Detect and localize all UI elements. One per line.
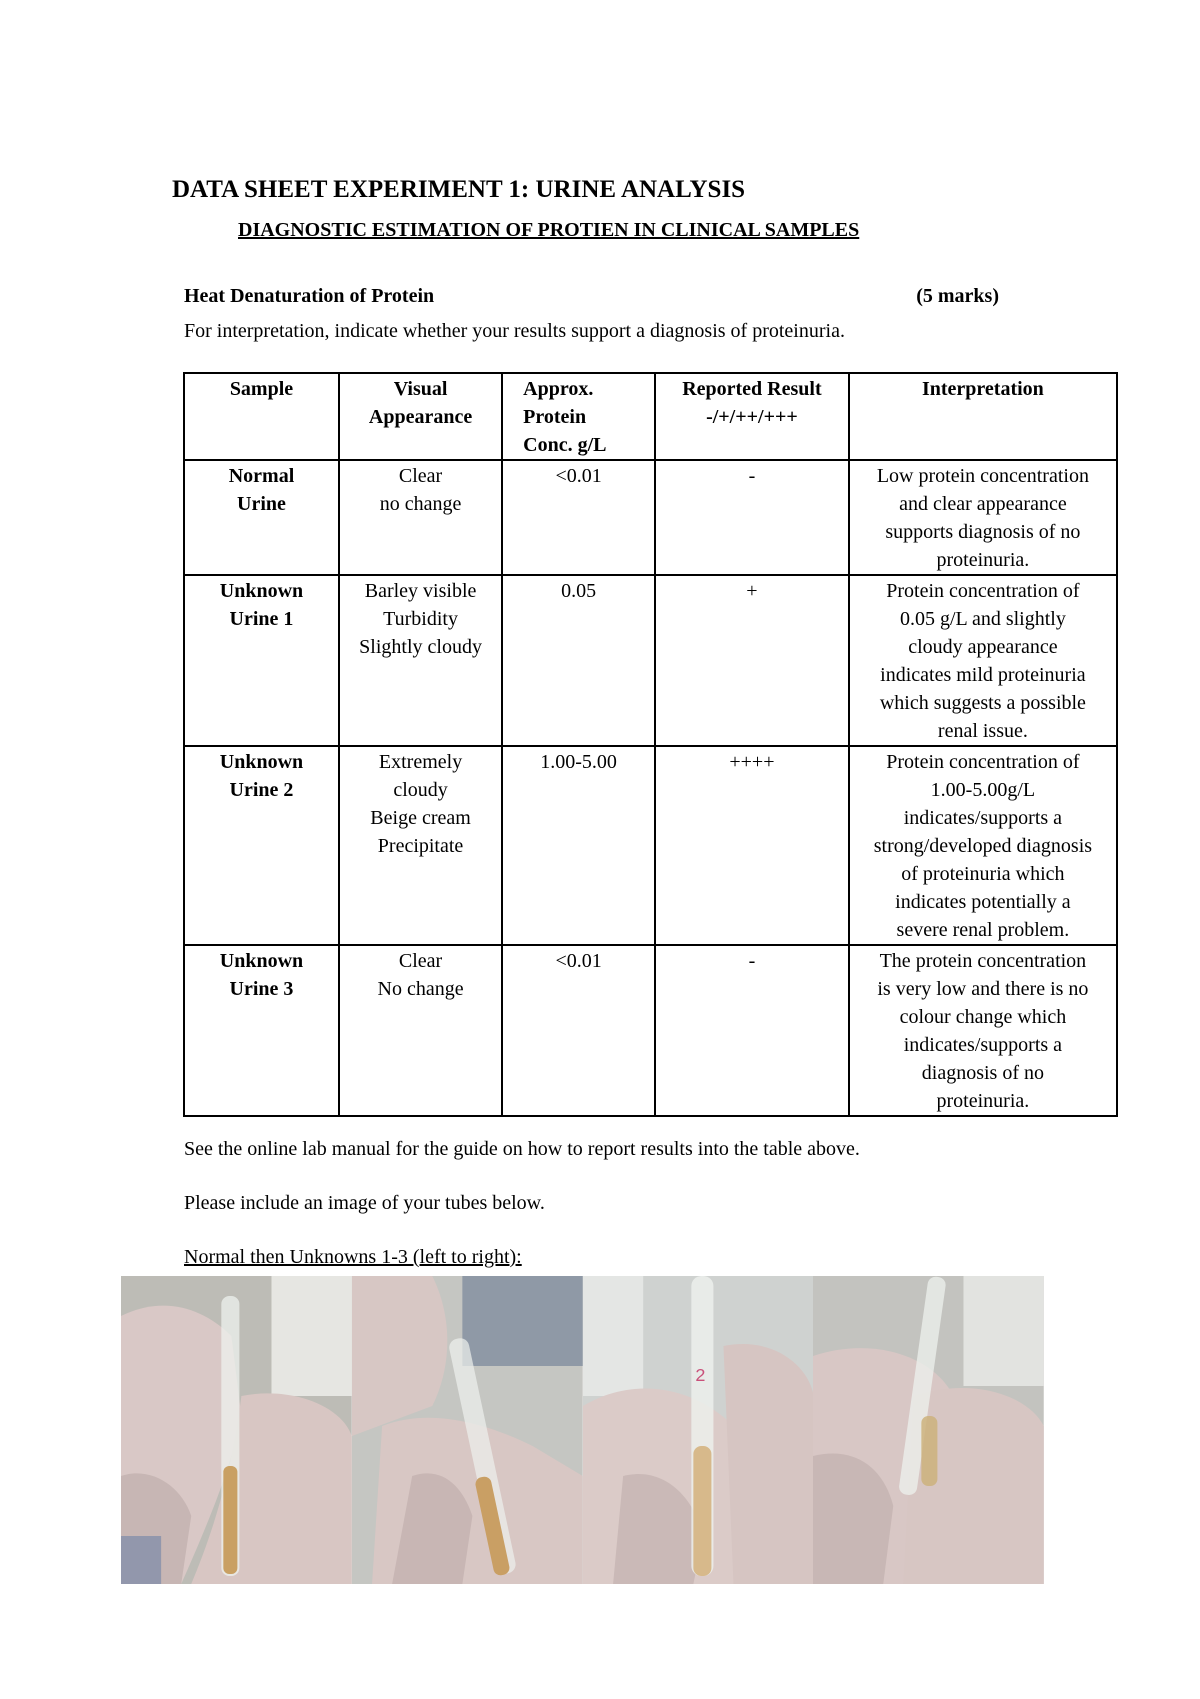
photo-unknown-1 [352,1276,583,1584]
header-reported-result: Reported Result -/+/++/+++ [655,373,849,460]
image-request-note: Please include an image of your tubes below. [184,1192,545,1214]
tube-photos [121,1276,1044,1584]
cell-interpretation: Low protein concentration and clear appearance supports diagnosis of no proteinuria. [849,460,1117,575]
cell-interpretation: Protein concentration of 0.05 g/L and slightly cloudy appearance indicates mild proteinuria which suggests a possible renal issue. [849,575,1117,746]
header-sample: Sample [184,373,339,460]
cell-visual: Barley visible Turbidity Slightly cloudy [339,575,502,746]
cell-sample: Unknown Urine 2 [184,746,339,945]
cell-result: - [655,945,849,1116]
cell-result: + [655,575,849,746]
photo-caption: Normal then Unknowns 1-3 (left to right): [184,1246,522,1268]
cell-conc: <0.01 [502,460,655,575]
table-header-row [184,373,1117,460]
cell-sample: Normal Urine [184,460,339,575]
tube-label-2: 2 [694,1365,705,1385]
results-table [183,372,1118,1117]
section-title: Heat Denaturation of Protein [184,285,435,307]
table-row [184,460,1117,575]
manual-note: See the online lab manual for the guide on how to report results into the table above. [184,1138,860,1160]
header-visual-appearance: Visual Appearance [339,373,502,460]
cell-interpretation: The protein concentration is very low and there is no colour change which indicates/supports a diagnosis of no proteinuria. [849,945,1117,1116]
section-heading [184,285,999,308]
document-subtitle: DIAGNOSTIC ESTIMATION OF PROTIEN IN CLINICAL SAMPLES [238,219,860,241]
cell-result: - [655,460,849,575]
cell-visual: Extremely cloudy Beige cream Precipitate [339,746,502,945]
cell-visual: Clear No change [339,945,502,1116]
cell-visual: Clear no change [339,460,502,575]
document-title: DATA SHEET EXPERIMENT 1: URINE ANALYSIS [172,176,746,203]
cell-sample: Unknown Urine 3 [184,945,339,1116]
header-interpretation: Interpretation [849,373,1117,460]
cell-conc: 0.05 [502,575,655,746]
cell-sample: Unknown Urine 1 [184,575,339,746]
photo-unknown-3 [813,1276,1044,1584]
photo-unknown-2 [583,1276,814,1584]
photo-normal-urine [121,1276,352,1584]
cell-result: ++++ [655,746,849,945]
cell-interpretation: Protein concentration of 1.00-5.00g/L indicates/supports a strong/developed diagnosis of proteinuria which indicates potentially a severe renal problem. [849,746,1117,945]
section-marks: (5 marks) [916,285,999,307]
header-protein-conc: Approx. Protein Conc. g/L [502,373,655,460]
table-row [184,746,1117,945]
table-row [184,575,1117,746]
cell-conc: 1.00-5.00 [502,746,655,945]
table-row [184,945,1117,1116]
instruction-text: For interpretation, indicate whether your results support a diagnosis of proteinuria. [184,320,845,342]
cell-conc: <0.01 [502,945,655,1116]
